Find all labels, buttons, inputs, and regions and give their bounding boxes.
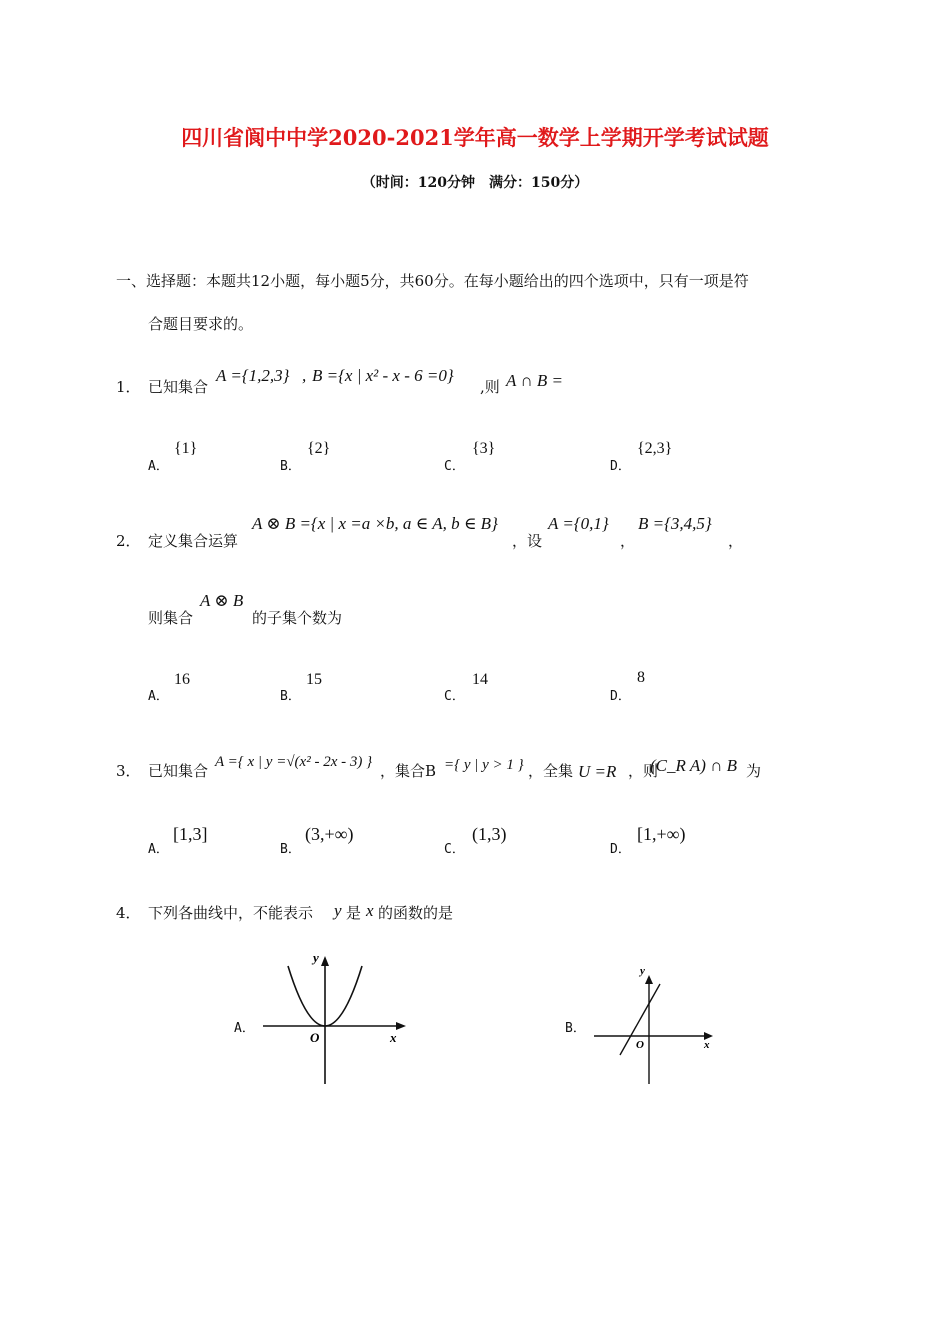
q2-option-d-value: 8 xyxy=(637,669,645,686)
q2-option-c-value: 14 xyxy=(472,671,488,688)
graph-a-x-label: x xyxy=(390,1030,397,1045)
q2-option-d-label: D． xyxy=(610,689,631,704)
q1-option-a-value: {1} xyxy=(174,440,198,457)
graph-a-y-label: y xyxy=(313,950,319,965)
q1-set-a: A ={1,2,3} xyxy=(216,366,290,385)
q4-graph-a-label: A． xyxy=(234,1021,255,1036)
q1-question: A ∩ B = xyxy=(506,371,563,390)
q3-option-a-value: [1,3] xyxy=(173,824,208,844)
y-axis-arrow-icon xyxy=(645,975,653,984)
q2-line2-prefix: 则集合 xyxy=(148,609,194,627)
q1-number: 1． xyxy=(116,378,141,396)
q2-option-c-label: C． xyxy=(444,689,465,704)
q2-end: ， xyxy=(728,532,744,550)
q2-set-word: ，设 xyxy=(512,532,543,550)
q2-comma: ， xyxy=(620,532,636,550)
section-instructions-line1: 一、选择题：本题共12小题，每小题5分，共60分。在每小题给出的四个选项中，只有一项是符 xyxy=(116,272,749,290)
q3-question: (C_R A) ∩ B xyxy=(650,756,738,775)
q2-number: 2． xyxy=(116,532,141,550)
graph-b-origin-label: O xyxy=(636,1039,644,1051)
q1-sep: , xyxy=(302,366,307,385)
q3-mid3: ，则 xyxy=(628,762,659,780)
graph-b-y-label: y xyxy=(640,965,645,977)
q4-var-y: y xyxy=(334,901,342,920)
q2-option-b-value: 15 xyxy=(306,671,322,688)
q2-set-a: A ={0,1} xyxy=(548,514,609,533)
q4-text1: 下列各曲线中，不能表示 xyxy=(148,904,314,922)
q2-line2-suffix: 的子集个数为 xyxy=(252,609,343,627)
x-axis-arrow-icon xyxy=(396,1022,406,1030)
q4-graph-a xyxy=(258,948,408,1088)
q3-option-c-value: (1,3) xyxy=(472,824,507,844)
q2-prefix: 定义集合运算 xyxy=(148,532,239,550)
q3-option-b-value: (3,+∞) xyxy=(305,824,354,844)
q3-mid2: ，全集 xyxy=(528,762,574,780)
q3-option-c-label: C． xyxy=(444,842,465,857)
section-instructions-line2: 合题目要求的。 xyxy=(148,315,254,333)
q1-option-c-label: C． xyxy=(444,459,465,474)
q1-set-b: B ={x | x² - x - 6 =0} xyxy=(312,366,454,385)
graph-b-x-label: x xyxy=(704,1039,710,1051)
q1-option-d-label: D． xyxy=(610,459,631,474)
q4-text2: 是 xyxy=(346,904,362,922)
q3-option-d-value: [1,+∞) xyxy=(637,824,686,844)
q1-option-b-value: {2} xyxy=(307,440,331,457)
q4-text3: 的函数的是 xyxy=(378,904,454,922)
q3-prefix: 已知集合 xyxy=(148,762,209,780)
q1-prefix: 已知集合 xyxy=(148,378,209,396)
q2-set-b: B ={3,4,5} xyxy=(638,514,712,533)
q3-end: 为 xyxy=(746,762,762,780)
q3-option-a-label: A． xyxy=(148,842,169,857)
q4-number: 4． xyxy=(116,904,141,922)
q3-option-d-label: D． xyxy=(610,842,631,857)
q3-option-b-label: B． xyxy=(280,842,301,857)
q3-universal: U =R xyxy=(578,762,617,781)
graph-a-origin-label: O xyxy=(310,1030,320,1045)
q1-then: ,则 xyxy=(480,378,500,396)
q1-option-c-value: {3} xyxy=(472,440,496,457)
q2-definition: A ⊗ B ={x | x =a ×b, a ∈ A, b ∈ B} xyxy=(252,514,498,533)
q2-option-b-label: B． xyxy=(280,689,301,704)
q3-mid1: ，集合B xyxy=(380,762,437,780)
y-axis-arrow-icon xyxy=(321,956,329,966)
q3-number: 3． xyxy=(116,762,141,780)
q2-option-a-label: A． xyxy=(148,689,169,704)
page-subtitle: （时间：120分钟 满分：150分） xyxy=(361,175,589,191)
q2-option-a-value: 16 xyxy=(174,671,190,688)
page-title: 四川省阆中中学2020-2021学年高一数学上学期开学考试试题 xyxy=(181,125,769,150)
q2-line2-math: A ⊗ B xyxy=(200,591,244,610)
q4-var-x: x xyxy=(366,901,374,920)
q4-graph-b xyxy=(590,962,720,1088)
q3-set-a: A ={ x | y =√(x² - 2x - 3) } xyxy=(215,754,373,770)
q4-graph-b-label: B． xyxy=(565,1021,586,1036)
q1-option-b-label: B． xyxy=(280,459,301,474)
q3-set-b: ={ y | y > 1 } xyxy=(444,757,524,773)
q1-option-d-value: {2,3} xyxy=(637,440,673,457)
q1-option-a-label: A． xyxy=(148,459,169,474)
